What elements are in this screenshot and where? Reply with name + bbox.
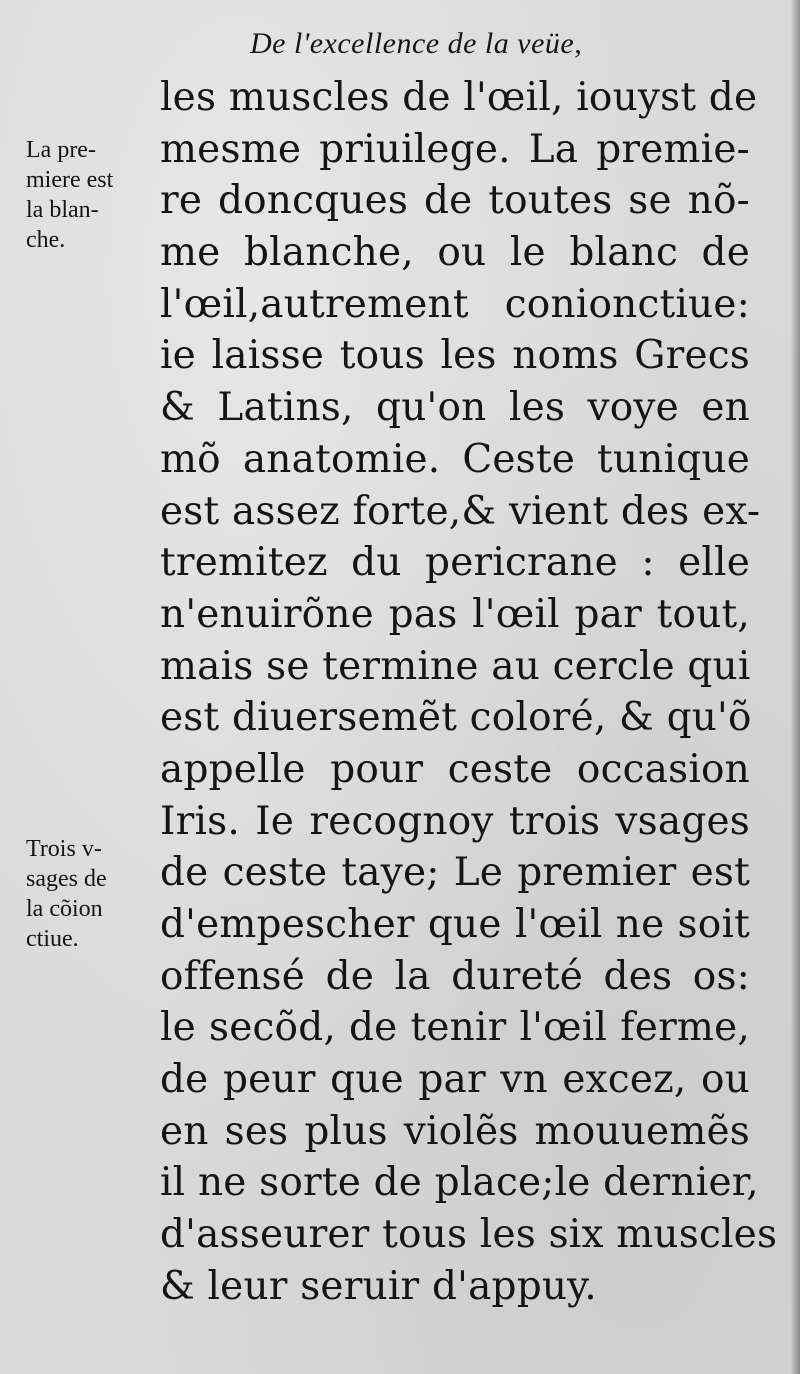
running-head: De l'excellence de la veüe, — [250, 27, 583, 60]
margin-note-line: sages de — [26, 866, 107, 892]
text-line: est assez forte,& vient des ex- — [160, 488, 761, 534]
margin-note-line: La pre- — [26, 137, 96, 163]
text-line: Iris. Ie recognoy trois vsages — [160, 798, 750, 844]
text-line: mesme priuilege. La premie- — [160, 126, 750, 172]
page-edge-shadow — [790, 0, 800, 1374]
body-text — [160, 72, 778, 1313]
text-line: les muscles de l'œil, iouyst de — [160, 75, 758, 120]
text-line: offensé de la dureté des os: — [160, 953, 750, 999]
margin-note-line: ctiue. — [26, 926, 79, 952]
text-line: me blanche, ou le blanc de — [160, 230, 750, 276]
text-line: mais se termine au cercle qui — [160, 643, 751, 689]
margin-note-first-tunic — [26, 135, 166, 255]
margin-note-line: che. — [26, 227, 66, 253]
text-line: d'asseurer tous les six muscles — [160, 1212, 778, 1258]
margin-note-line: miere est — [26, 167, 114, 193]
text-line: d'empescher que l'œil ne soit — [160, 902, 750, 947]
text-line: de ceste taye; Le premier est — [160, 850, 750, 896]
text-line: en ses plus violẽs mouuemẽs — [160, 1108, 750, 1154]
margin-note-line: Trois v- — [26, 836, 102, 862]
text-line: est diuersemẽt coloré, & qu'õ — [160, 695, 752, 741]
text-line: il ne sorte de place;le dernier, — [160, 1160, 759, 1206]
text-line: & Latins, qu'on les voye en — [160, 385, 750, 431]
text-line: re doncques de toutes se nõ- — [160, 178, 750, 224]
margin-note-line: la blan- — [26, 197, 99, 223]
text-line: n'enuirõne pas l'œil par tout, — [160, 591, 750, 637]
text-line: & leur seruir d'appuy. — [160, 1263, 597, 1309]
margin-note-line: la cõion — [26, 896, 103, 922]
text-line: appelle pour ceste occasion — [160, 746, 750, 792]
text-line: tremitez du pericrane : elle — [160, 540, 750, 586]
text-line: ie laisse tous les noms Grecs — [160, 333, 750, 379]
margin-note-three-uses — [26, 834, 166, 954]
text-line: de peur que par vn excez, ou — [160, 1057, 750, 1103]
text-line: mõ anatomie. Ceste tunique — [160, 436, 750, 482]
text-line: l'œil,autrement conionctiue: — [160, 281, 750, 327]
text-line: le secõd, de tenir l'œil ferme, — [160, 1005, 750, 1051]
